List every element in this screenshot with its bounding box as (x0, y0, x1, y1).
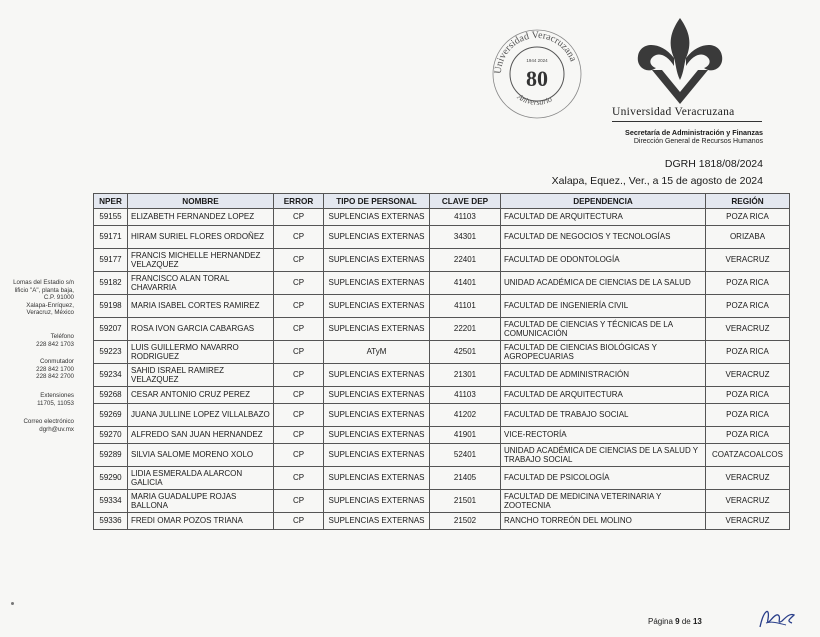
table-row (94, 318, 790, 341)
error-cell: CP (274, 427, 324, 444)
clave-dep-cell: 41202 (430, 404, 501, 427)
region-cell: POZA RICA (706, 387, 790, 404)
dependencia-cell: RANCHO TORREÓN DEL MOLINO (501, 513, 706, 530)
table-row (94, 404, 790, 427)
region-cell: VERACRUZ (706, 249, 790, 272)
dependencia-cell: FACULTAD DE INGENIERÍA CIVIL (501, 295, 706, 318)
region-cell: VERACRUZ (706, 513, 790, 530)
dependencia-cell: FACULTAD DE ODONTOLOGÍA (501, 249, 706, 272)
university-name: Universidad Veracruzana (612, 106, 735, 118)
table-row (94, 427, 790, 444)
clave-dep-cell: 22201 (430, 318, 501, 341)
region-cell: VERACRUZ (706, 467, 790, 490)
table-row (94, 490, 790, 513)
seal-top-text: Universidad Veracruzana (492, 29, 579, 75)
clave-dep-cell: 52401 (430, 444, 501, 467)
nombre-cell: SAHID ISRAEL RAMIREZ VELAZQUEZ (128, 364, 274, 387)
extensions-label: Extensiones (40, 392, 74, 399)
dependencia-cell: VICE-RECTORÍA (501, 427, 706, 444)
table-row (94, 341, 790, 364)
table-row (94, 209, 790, 226)
switchboard-label: Conmutador (39, 358, 74, 365)
error-cell: CP (274, 364, 324, 387)
dependencia-cell: UNIDAD ACADÉMICA DE CIENCIAS DE LA SALUD (501, 272, 706, 295)
nper-cell: 59290 (94, 467, 128, 490)
error-cell: CP (274, 226, 324, 249)
dependencia-cell: FACULTAD DE ARQUITECTURA (501, 387, 706, 404)
clave-dep-cell: 21502 (430, 513, 501, 530)
clave-dep-cell: 41103 (430, 387, 501, 404)
clave-dep-cell: 41103 (430, 209, 501, 226)
nombre-cell: SILVIA SALOME MORENO XOLO (128, 444, 274, 467)
nper-cell: 59155 (94, 209, 128, 226)
clave-dep-cell: 42501 (430, 341, 501, 364)
nombre-cell: MARIA ISABEL CORTES RAMIREZ (128, 295, 274, 318)
table-row (94, 387, 790, 404)
dependencia-cell: FACULTAD DE CIENCIAS BIOLÓGICAS Y AGROPECUARIAS (501, 341, 706, 364)
tipo-personal-cell: SUPLENCIAS EXTERNAS (324, 444, 430, 467)
tipo-personal-cell: SUPLENCIAS EXTERNAS (324, 295, 430, 318)
nombre-cell: LUIS GUILLERMO NAVARRO RODRIGUEZ (128, 341, 274, 364)
tipo-personal-cell: SUPLENCIAS EXTERNAS (324, 490, 430, 513)
switchboard-number: 228 842 1700 (36, 365, 74, 373)
error-cell: CP (274, 249, 324, 272)
email-label: Correo electrónico (23, 418, 74, 425)
clave-dep-cell: 41401 (430, 272, 501, 295)
nper-cell: 59223 (94, 341, 128, 364)
table-row (94, 249, 790, 272)
dependencia-cell: UNIDAD ACADÉMICA DE CIENCIAS DE LA SALUD Y TRABAJO SOCIAL (501, 444, 706, 467)
clave-dep-cell: 41101 (430, 295, 501, 318)
error-cell: CP (274, 404, 324, 427)
nombre-cell: ELIZABETH FERNANDEZ LOPEZ (128, 209, 274, 226)
nper-cell: 59177 (94, 249, 128, 272)
nombre-cell: CESAR ANTONIO CRUZ PEREZ (128, 387, 274, 404)
nombre-cell: JUANA JULLINE LOPEZ VILLALBAZO (128, 404, 274, 427)
nombre-cell: FRANCIS MICHELLE HERNANDEZ VELAZQUEZ (128, 249, 274, 272)
nper-cell: 59268 (94, 387, 128, 404)
region-cell: VERACRUZ (706, 318, 790, 341)
error-cell: CP (274, 341, 324, 364)
page-total: 13 (692, 617, 702, 626)
tipo-personal-cell: SUPLENCIAS EXTERNAS (324, 513, 430, 530)
column-header: REGIÓN (706, 194, 790, 209)
error-cell: CP (274, 318, 324, 341)
dependencia-cell: FACULTAD DE MEDICINA VETERINARIA Y ZOOTECNIA (501, 490, 706, 513)
dependencia-cell: FACULTAD DE PSICOLOGÍA (501, 467, 706, 490)
seal-years: 1944 2024 (526, 58, 548, 63)
table-row (94, 226, 790, 249)
address-block (0, 279, 74, 317)
table-row (94, 513, 790, 530)
region-cell: POZA RICA (706, 404, 790, 427)
phone-number: 228 842 1703 (36, 340, 74, 348)
column-header: DEPENDENCIA (501, 194, 706, 209)
personnel-table (93, 193, 790, 530)
nombre-cell: ROSA IVON GARCIA CABARGAS (128, 318, 274, 341)
error-cell: CP (274, 490, 324, 513)
nombre-cell: LIDIA ESMERALDA ALARCON GALICIA (128, 467, 274, 490)
dependencia-cell: FACULTAD DE ARQUITECTURA (501, 209, 706, 226)
region-cell: POZA RICA (706, 272, 790, 295)
extensions-number: 11705, 11053 (37, 399, 74, 407)
nper-cell: 59336 (94, 513, 128, 530)
dependencia-cell: FACULTAD DE NEGOCIOS Y TECNOLOGÍAS (501, 226, 706, 249)
column-header: ERROR (274, 194, 324, 209)
email-address[interactable]: dgrh@uv.mx (39, 425, 74, 433)
header-divider (612, 121, 762, 122)
nper-cell: 59182 (94, 272, 128, 295)
nper-cell: 59270 (94, 427, 128, 444)
region-cell: VERACRUZ (706, 364, 790, 387)
column-header: TIPO DE PERSONAL (324, 194, 430, 209)
clave-dep-cell: 41901 (430, 427, 501, 444)
page-number (648, 617, 702, 626)
oficio-number: DGRH 1818/08/2024 (664, 158, 763, 170)
tipo-personal-cell: SUPLENCIAS EXTERNAS (324, 318, 430, 341)
tipo-personal-cell: SUPLENCIAS EXTERNAS (324, 467, 430, 490)
table-row (94, 272, 790, 295)
seal-number: 80 (526, 66, 548, 91)
region-cell: VERACRUZ (706, 490, 790, 513)
switchboard-number: 228 842 2700 (36, 373, 74, 381)
table-row (94, 364, 790, 387)
dependencia-cell: FACULTAD DE ADMINISTRACIÓN (501, 364, 706, 387)
page-label: Página (648, 617, 673, 626)
tipo-personal-cell: SUPLENCIAS EXTERNAS (324, 209, 430, 226)
column-header: NPER (94, 194, 128, 209)
tipo-personal-cell: SUPLENCIAS EXTERNAS (324, 226, 430, 249)
nper-cell: 59234 (94, 364, 128, 387)
nombre-cell: ALFREDO SAN JUAN HERNANDEZ (128, 427, 274, 444)
nper-cell: 59171 (94, 226, 128, 249)
email-block (0, 418, 74, 433)
scan-mark (11, 602, 14, 605)
secretaria-label: Secretaría de Administración y Finanzas (625, 128, 763, 137)
clave-dep-cell: 21501 (430, 490, 501, 513)
nper-cell: 59334 (94, 490, 128, 513)
seal-bottom-text: Aniversario (515, 92, 554, 107)
nper-cell: 59207 (94, 318, 128, 341)
address-line: C.P. 91000 (43, 294, 74, 302)
nombre-cell: HIRAM SURIEL FLORES ORDOÑEZ (128, 226, 274, 249)
anniversary-seal (487, 22, 587, 122)
uv-logo-icon (630, 14, 730, 106)
phone-label: Teléfono (50, 333, 74, 340)
error-cell: CP (274, 444, 324, 467)
error-cell: CP (274, 513, 324, 530)
clave-dep-cell: 34301 (430, 226, 501, 249)
tipo-personal-cell: SUPLENCIAS EXTERNAS (324, 249, 430, 272)
address-line: Lomas del Estadio s/n (13, 279, 74, 286)
page-current: 9 (675, 617, 680, 626)
nper-cell: 59198 (94, 295, 128, 318)
error-cell: CP (274, 295, 324, 318)
nombre-cell: MARIA GUADALUPE ROJAS BALLONA (128, 490, 274, 513)
region-cell: COATZACOALCOS (706, 444, 790, 467)
table-header-row (94, 194, 790, 209)
clave-dep-cell: 21301 (430, 364, 501, 387)
nombre-cell: FRANCISCO ALAN TORAL CHAVARRIA (128, 272, 274, 295)
address-line: lificio "A", planta baja, (14, 286, 74, 294)
signature-initials (756, 603, 798, 633)
phone-block (0, 333, 74, 348)
clave-dep-cell: 22401 (430, 249, 501, 272)
error-cell: CP (274, 387, 324, 404)
document-date: Xalapa, Equez., Ver., a 15 de agosto de 2024 (551, 175, 763, 187)
address-line: Xalapa-Enríquez, (26, 301, 74, 309)
tipo-personal-cell: SUPLENCIAS EXTERNAS (324, 364, 430, 387)
direccion-label: Dirección General de Recursos Humanos (633, 138, 763, 145)
extensions-block (0, 392, 74, 407)
tipo-personal-cell: SUPLENCIAS EXTERNAS (324, 404, 430, 427)
error-cell: CP (274, 272, 324, 295)
table-row (94, 295, 790, 318)
tipo-personal-cell: SUPLENCIAS EXTERNAS (324, 427, 430, 444)
page-of: de (681, 617, 691, 626)
column-header: NOMBRE (128, 194, 274, 209)
table-row (94, 467, 790, 490)
address-line: Veracruz, México (26, 309, 74, 317)
nombre-cell: FREDI OMAR POZOS TRIANA (128, 513, 274, 530)
tipo-personal-cell: ATyM (324, 341, 430, 364)
nper-cell: 59289 (94, 444, 128, 467)
error-cell: CP (274, 209, 324, 226)
region-cell: POZA RICA (706, 427, 790, 444)
tipo-personal-cell: SUPLENCIAS EXTERNAS (324, 387, 430, 404)
nper-cell: 59269 (94, 404, 128, 427)
dependencia-cell: FACULTAD DE CIENCIAS Y TÉCNICAS DE LA COMUNICACIÓN (501, 318, 706, 341)
switchboard-block (0, 358, 74, 381)
dependencia-cell: FACULTAD DE TRABAJO SOCIAL (501, 404, 706, 427)
error-cell: CP (274, 467, 324, 490)
column-header: CLAVE DEP (430, 194, 501, 209)
tipo-personal-cell: SUPLENCIAS EXTERNAS (324, 272, 430, 295)
svg-text:Aniversario (515, 91, 554, 106)
region-cell: POZA RICA (706, 341, 790, 364)
region-cell: POZA RICA (706, 295, 790, 318)
clave-dep-cell: 21405 (430, 467, 501, 490)
region-cell: ORIZABA (706, 226, 790, 249)
region-cell: POZA RICA (706, 209, 790, 226)
table-row (94, 444, 790, 467)
